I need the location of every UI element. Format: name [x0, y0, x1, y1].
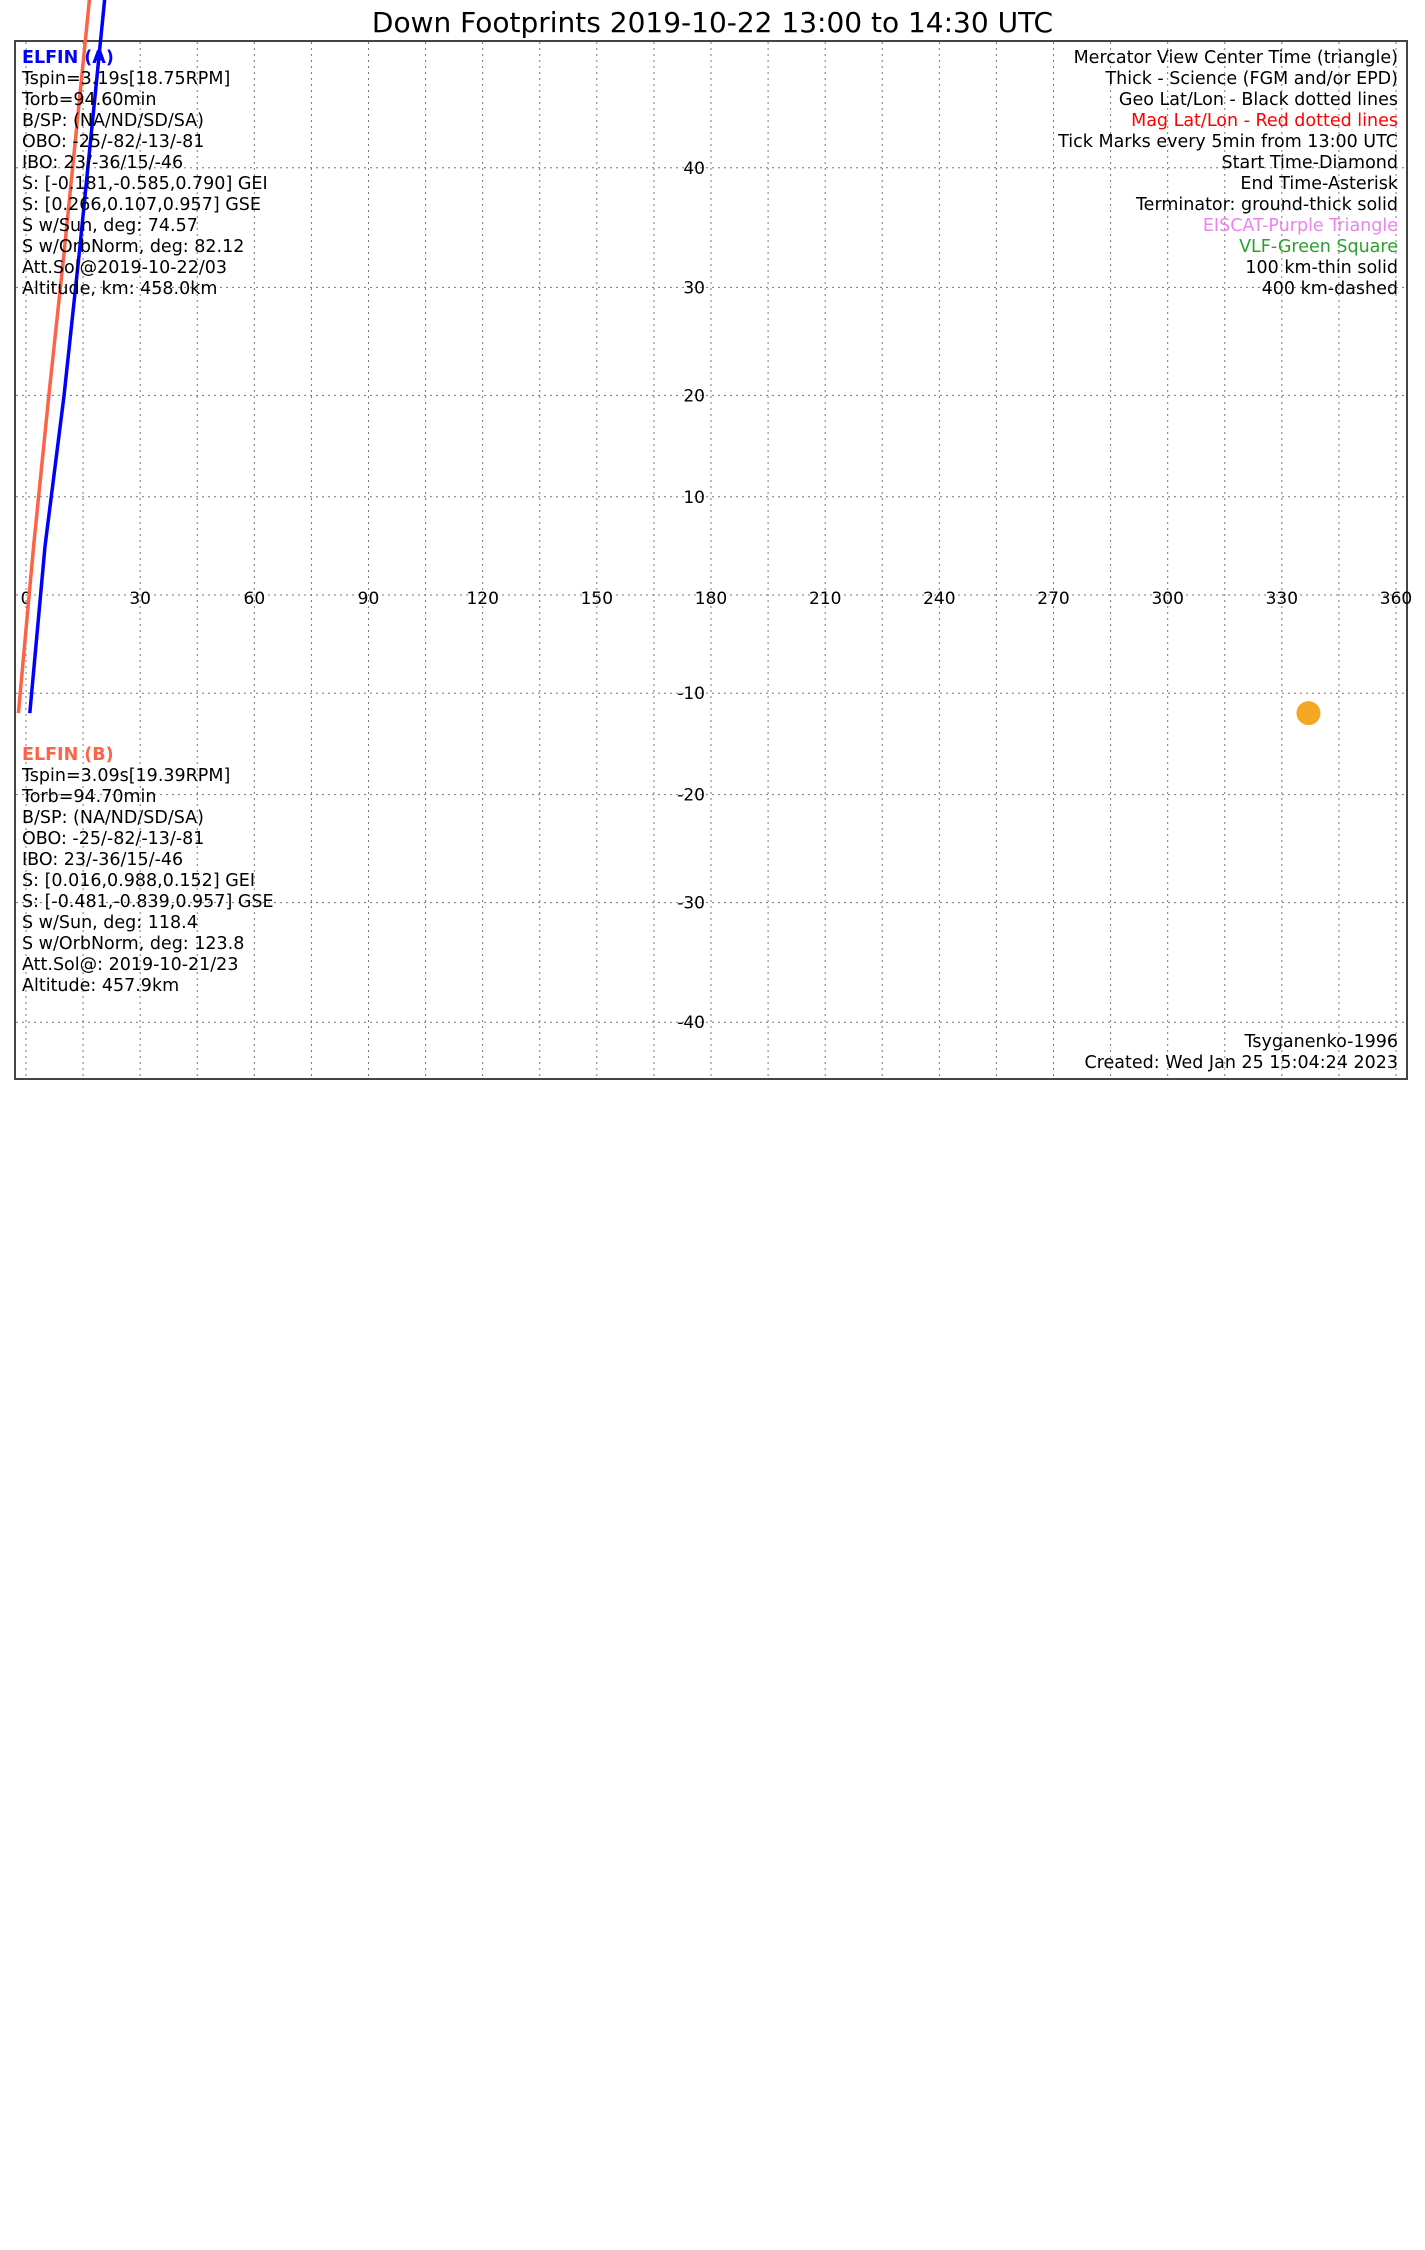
model-label: Tsyganenko-1996 — [1244, 1032, 1398, 1052]
elfin-b-line-10: Att.Sol@: 2019-10-21/23 — [22, 955, 239, 975]
elfin-a-title: ELFIN (A) — [22, 48, 114, 68]
lon-tick-label: 300 — [1151, 589, 1184, 609]
elfin-b-line-6: S: [0.016,0.988,0.152] GEI — [22, 871, 255, 891]
legend-line-8: Terminator: ground-thick solid — [1135, 195, 1398, 215]
legend-line-5: Tick Marks every 5min from 13:00 UTC — [1058, 132, 1398, 152]
legend-line-10: VLF-Green Square — [1239, 237, 1398, 257]
lon-tick-label: 360 — [1379, 589, 1413, 609]
elfin-b-line-1: Tspin=3.09s[19.39RPM] — [22, 766, 231, 786]
elfin-a-line-6: S: [-0.181,-0.585,0.790] GEI — [22, 174, 268, 194]
lon-tick-label: 60 — [243, 589, 266, 609]
lat-tick-label: 30 — [683, 278, 705, 299]
legend-line-4: Mag Lat/Lon - Red dotted lines — [1131, 111, 1398, 131]
elfin-a-line-7: S: [0.266,0.107,0.957] GSE — [22, 195, 261, 215]
lat-tick-label: -10 — [677, 684, 705, 705]
elfin-b-title: ELFIN (B) — [22, 745, 114, 765]
legend-line-9: EISCAT-Purple Triangle — [1202, 216, 1398, 236]
legend-line-1: Mercator View Center Time (triangle) — [1073, 48, 1398, 68]
elfin-b-line-8: S w/Sun, deg: 118.4 — [22, 913, 198, 933]
elfin-b-line-4: OBO: -25/-82/-13/-81 — [22, 829, 205, 849]
lon-tick-label: 120 — [466, 589, 499, 609]
elfin-b-line-5: IBO: 23/-36/15/-46 — [22, 850, 184, 870]
lon-tick-label: 270 — [1037, 589, 1070, 609]
elfin-b-line-7: S: [-0.481,-0.839,0.957] GSE — [22, 892, 274, 912]
lon-tick-label: 0 — [20, 589, 32, 609]
lon-tick-label: 240 — [923, 589, 956, 609]
lon-tick-label: 180 — [694, 589, 728, 609]
elfin-b-line-9: S w/OrbNorm, deg: 123.8 — [22, 934, 245, 954]
lon-tick-label: 150 — [580, 589, 614, 609]
elfin-b-line-2: Torb=94.70min — [22, 787, 157, 807]
lon-tick-label: 90 — [357, 589, 380, 609]
lat-tick-label: -40 — [677, 1013, 705, 1034]
legend-line-3: Geo Lat/Lon - Black dotted lines — [1118, 90, 1398, 110]
elfin-a-line-10: Att.Sol@2019-10-22/03 — [22, 258, 227, 278]
elfin-a-line-11: Altitude, km: 458.0km — [22, 279, 218, 299]
lon-tick-label: 30 — [129, 589, 151, 609]
lat-tick-label: 20 — [683, 386, 705, 407]
legend-line-2: Thick - Science (FGM and/or EPD) — [1105, 69, 1398, 89]
lat-tick-label: 10 — [683, 487, 705, 508]
elfin-b-line-3: B/SP: (NA/ND/SD/SA) — [22, 808, 204, 828]
lat-tick-label: 40 — [683, 158, 705, 179]
map-panel-down — [14, 40, 1413, 1080]
elfin-a-line-2: Torb=94.60min — [22, 90, 157, 110]
elfin-a-line-3: B/SP: (NA/ND/SD/SA) — [22, 111, 204, 131]
created-label: Created: Wed Jan 25 15:04:24 2023 — [1084, 1053, 1398, 1073]
legend-line-12: 400 km-dashed — [1261, 279, 1398, 299]
elfin-b-line-11: Altitude: 457.9km — [22, 976, 180, 996]
elfin-a-line-9: S w/OrbNorm, deg: 82.12 — [22, 237, 245, 257]
lat-tick-label: -20 — [677, 785, 705, 806]
elfin-a-line-4: OBO: -25/-82/-13/-81 — [22, 132, 205, 152]
legend-line-11: 100 km-thin solid — [1245, 258, 1398, 278]
legend-line-7: End Time-Asterisk — [1240, 174, 1398, 194]
elfin-a-line-5: IBO: 23/-36/15/-46 — [22, 153, 184, 173]
sun-icon — [1296, 701, 1320, 725]
elfin-a-line-8: S w/Sun, deg: 74.57 — [22, 216, 198, 236]
lat-tick-label: -30 — [677, 893, 705, 914]
legend-line-6: Start Time-Diamond — [1221, 153, 1398, 173]
lon-tick-label: 330 — [1265, 589, 1299, 609]
lon-tick-label: 210 — [808, 589, 842, 609]
elfin-a-line-1: Tspin=3.19s[18.75RPM] — [22, 69, 231, 89]
panel-title-down: Down Footprints 2019-10-22 13:00 to 14:30 UTC — [371, 6, 1054, 39]
